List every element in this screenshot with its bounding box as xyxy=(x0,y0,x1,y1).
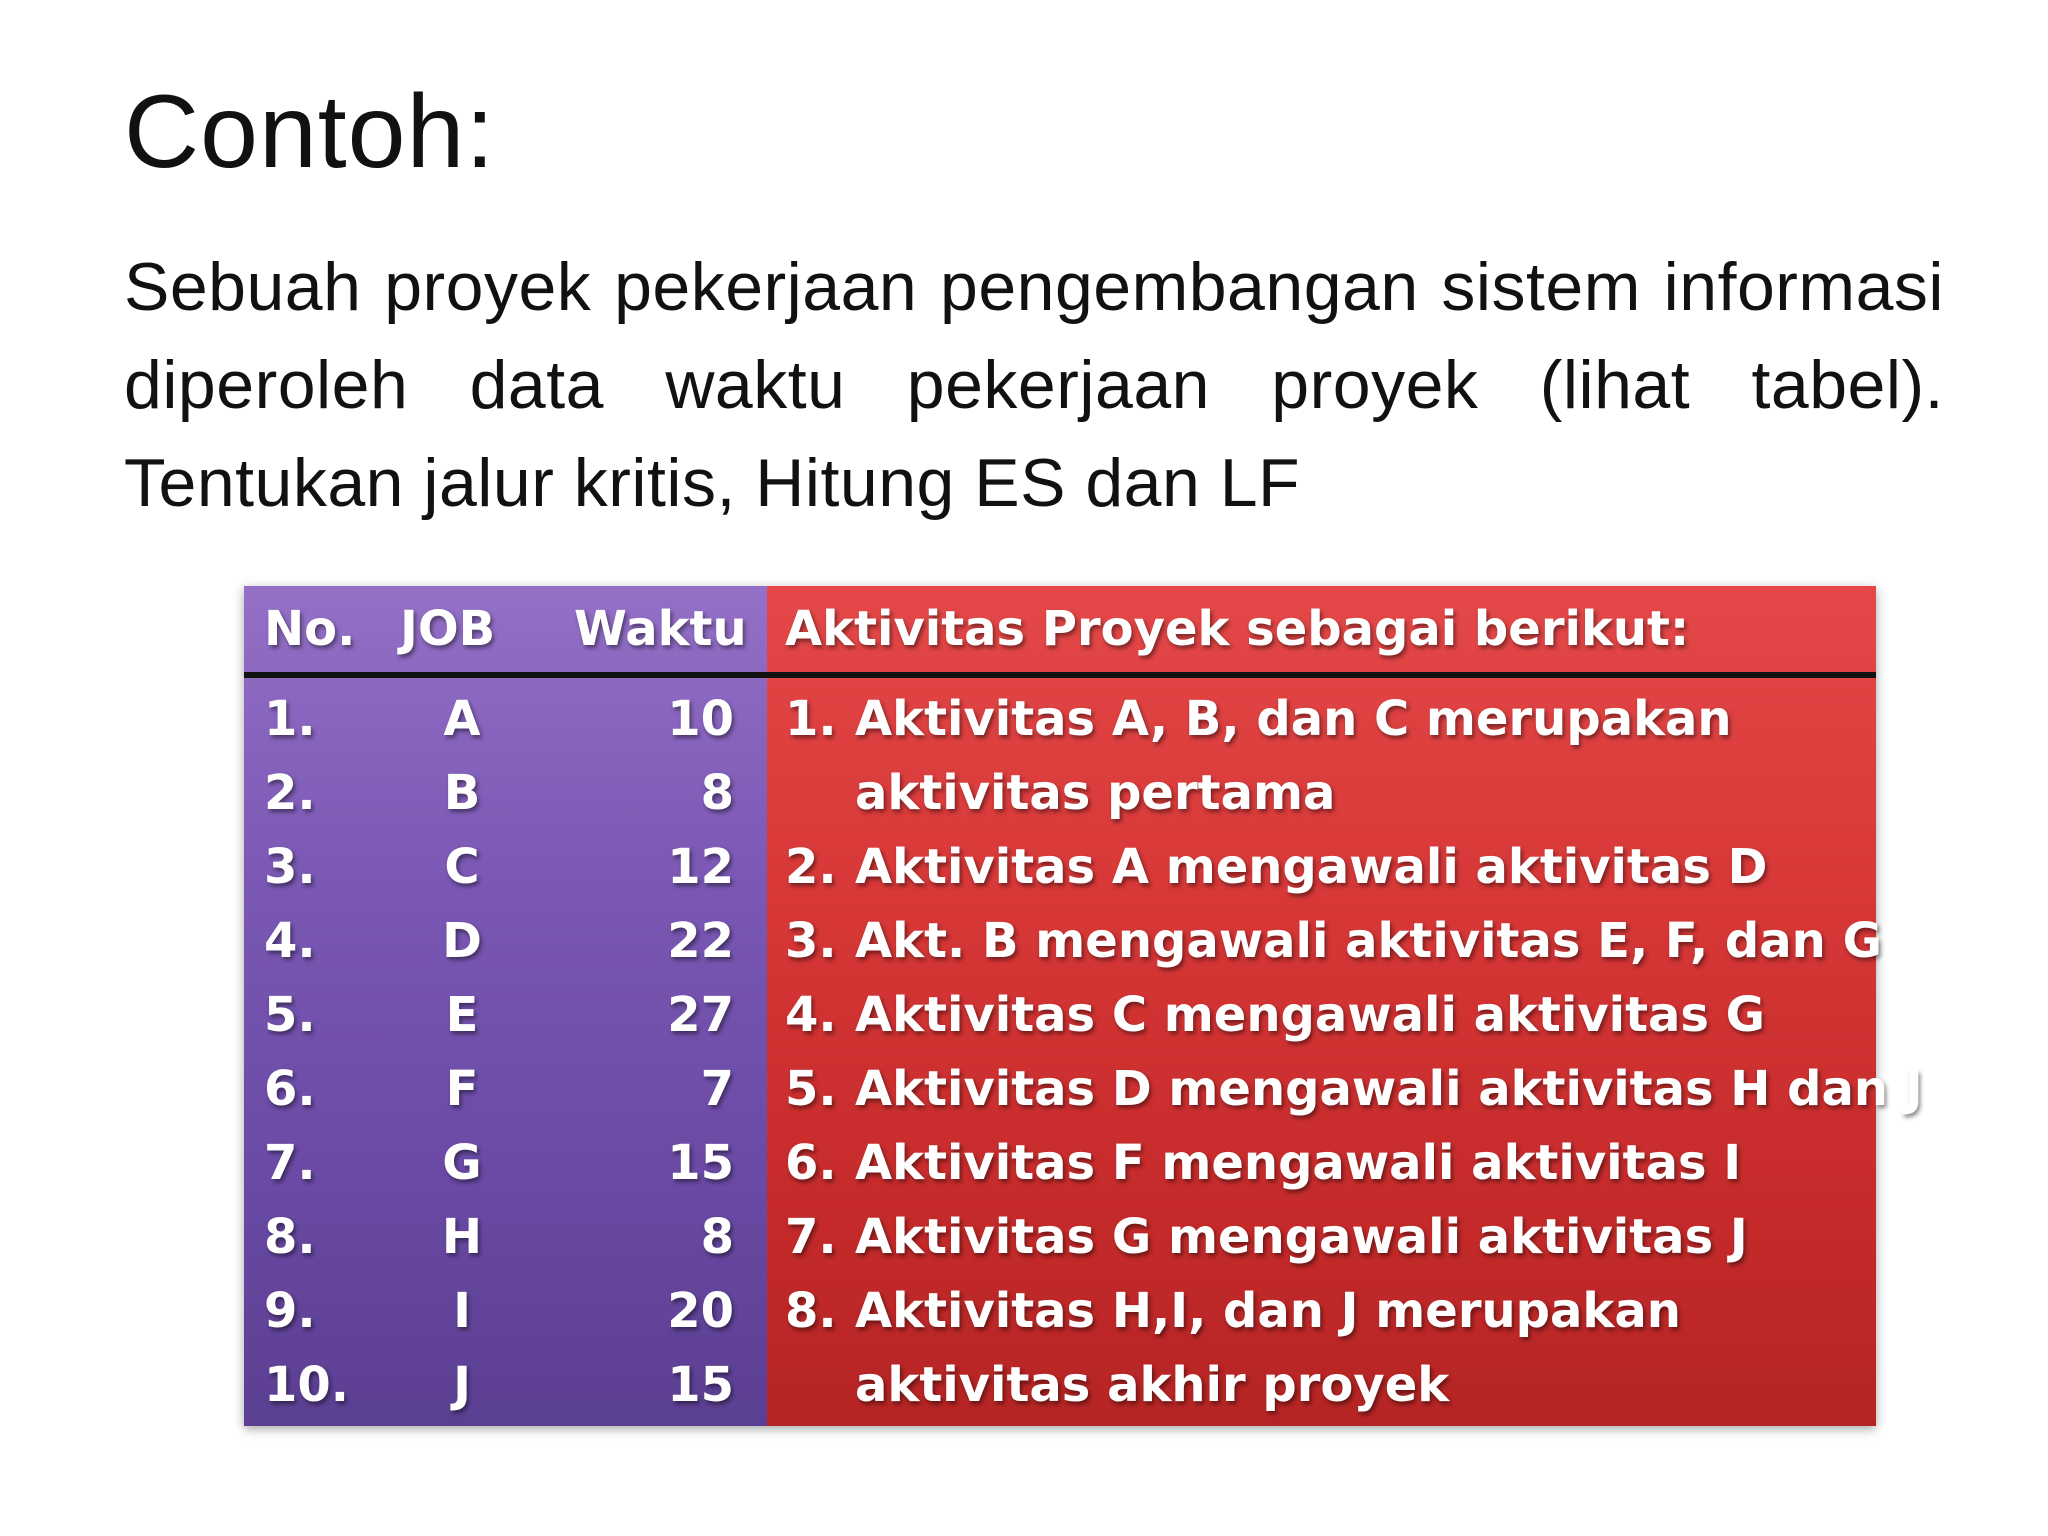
slide-title: Contoh: xyxy=(124,74,496,190)
job-no: 3. xyxy=(264,839,316,895)
header-waktu: Waktu xyxy=(574,601,747,657)
job-letter: B xyxy=(443,765,481,821)
activities-panel xyxy=(767,586,1923,1426)
job-no: 8. xyxy=(264,1209,316,1265)
activities-title: Aktivitas Proyek sebagai berikut: xyxy=(785,601,1690,657)
activity-number: 1. xyxy=(785,691,837,747)
activity-text: Aktivitas D mengawali aktivitas H dan J xyxy=(855,1061,1923,1117)
job-waktu: 10 xyxy=(667,691,734,747)
job-letter: J xyxy=(453,1357,471,1413)
job-waktu: 7 xyxy=(700,1061,734,1117)
job-row xyxy=(244,830,767,904)
job-waktu: 15 xyxy=(667,1135,734,1191)
header-divider-right xyxy=(767,672,1876,678)
job-waktu: 20 xyxy=(667,1283,734,1339)
activity-number: 4. xyxy=(785,987,837,1043)
job-row xyxy=(244,756,767,830)
job-row xyxy=(244,682,767,756)
job-waktu: 8 xyxy=(700,765,734,821)
job-letter: C xyxy=(444,839,480,895)
job-no: 6. xyxy=(264,1061,316,1117)
activity-number: 6. xyxy=(785,1135,837,1191)
job-letter: H xyxy=(441,1209,483,1265)
job-row xyxy=(244,904,767,978)
job-waktu: 12 xyxy=(667,839,734,895)
job-no: 4. xyxy=(264,913,316,969)
header-no: No. xyxy=(264,601,356,657)
job-row xyxy=(244,1200,767,1274)
activity-number: 7. xyxy=(785,1209,837,1265)
job-row xyxy=(244,978,767,1052)
activity-text: Aktivitas A mengawali aktivitas D xyxy=(855,839,1768,895)
job-no: 5. xyxy=(264,987,316,1043)
job-table-header xyxy=(244,586,767,672)
job-table-panel xyxy=(244,586,767,1426)
job-row xyxy=(244,1126,767,1200)
job-letter: D xyxy=(442,913,482,969)
activity-text: Aktivitas H,I, dan J merupakan xyxy=(855,1283,1681,1339)
job-no: 9. xyxy=(264,1283,316,1339)
job-no: 10. xyxy=(264,1357,350,1413)
job-letter: I xyxy=(453,1283,471,1339)
job-waktu: 8 xyxy=(700,1209,734,1265)
job-letter: A xyxy=(443,691,481,747)
job-letter: E xyxy=(445,987,479,1043)
header-job: JOB xyxy=(400,601,496,657)
activity-number: 5. xyxy=(785,1061,837,1117)
job-no: 1. xyxy=(264,691,316,747)
activity-text: Akt. B mengawali aktivitas E, F, dan G xyxy=(855,913,1882,969)
job-waktu: 27 xyxy=(667,987,734,1043)
slide-body-text: Sebuah proyek pekerjaan pengembangan sistem informasi diperoleh data waktu pekerjaan proyek (lihat tabel). Tentukan jalur kritis, Hitung ES dan LF xyxy=(124,249,1944,521)
activity-text: aktivitas pertama xyxy=(855,765,1336,821)
job-no: 7. xyxy=(264,1135,316,1191)
header-divider-left xyxy=(244,672,767,678)
activity-number: 2. xyxy=(785,839,837,895)
job-row xyxy=(244,1274,767,1348)
activity-number: 3. xyxy=(785,913,837,969)
activity-text: Aktivitas F mengawali aktivitas I xyxy=(855,1135,1742,1191)
job-waktu: 22 xyxy=(667,913,734,969)
job-row xyxy=(244,1348,767,1422)
project-table-card xyxy=(244,586,1923,1426)
activity-text: Aktivitas G mengawali aktivitas J xyxy=(855,1209,1748,1265)
job-no: 2. xyxy=(264,765,316,821)
job-letter: F xyxy=(445,1061,479,1117)
activity-number: 8. xyxy=(785,1283,837,1339)
job-letter: G xyxy=(442,1135,482,1191)
job-waktu: 15 xyxy=(667,1357,734,1413)
activity-text: Aktivitas C mengawali aktivitas G xyxy=(855,987,1766,1043)
activity-text: aktivitas akhir proyek xyxy=(855,1357,1450,1413)
job-row xyxy=(244,1052,767,1126)
activity-text: Aktivitas A, B, dan C merupakan xyxy=(855,691,1732,747)
